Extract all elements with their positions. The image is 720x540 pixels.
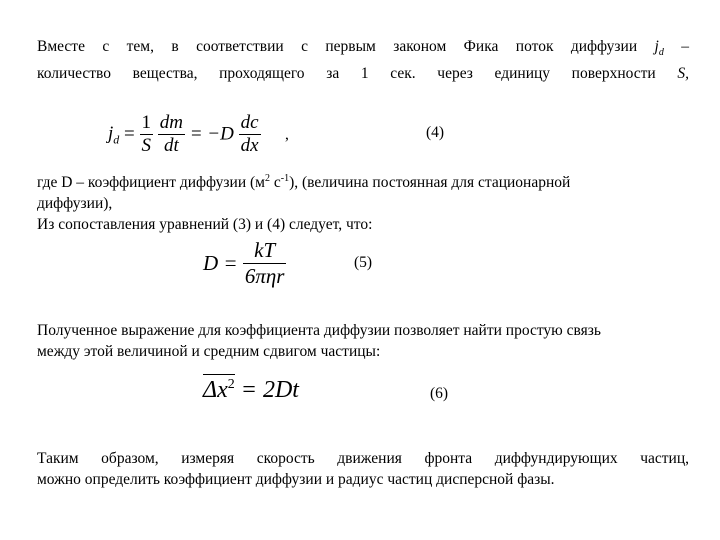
eq4-f3-num: dc — [240, 112, 259, 133]
eq4-label: (4) — [426, 124, 445, 141]
para3-line2: между этой величиной и средним сдвигом частицы: — [37, 343, 381, 360]
para2-line3: Из сопоставления уравнений (3) и (4) следует, что: — [37, 216, 373, 234]
equation-4 — [108, 112, 261, 157]
equation-6 — [203, 374, 299, 404]
eq4-f1-den: S — [141, 135, 151, 156]
eq5-fraction — [243, 238, 287, 289]
para4-line1: Таким образом, измеряя скорость движения фронта диффундирующих частиц, — [37, 450, 689, 467]
eq6-lhs-overline — [203, 374, 235, 404]
eq4-fraction-1 — [140, 112, 154, 157]
paragraph-fick-law — [37, 36, 689, 84]
eq4-f3-den: dx — [240, 135, 259, 156]
para3-line1: Полученное выражение для коэффициента диффузии позволяет найти простую связь — [37, 322, 601, 339]
para4-line2: можно определить коэффициент диффузии и радиус частиц дисперсной фазы. — [37, 471, 555, 488]
eq4-f2-den: dt — [158, 134, 185, 157]
eq4-comma: , — [285, 126, 289, 143]
eq5-num: kT — [254, 238, 276, 262]
eq5-lhs: D = — [203, 251, 238, 275]
eq4-equals-minus-d: = −D — [189, 123, 234, 145]
eq4-f2-num: dm — [159, 112, 183, 133]
eq5-den: 6πηr — [244, 264, 285, 288]
eq6-rhs: = 2Dt — [240, 377, 299, 403]
para2-line2: диффузии), — [37, 195, 113, 213]
eq6-lhs: Δx — [203, 377, 228, 403]
paragraph-conclusion — [37, 448, 689, 490]
para2-line1: где D – коэффициент диффузии ($м^2$ $с^{-1}$), (величина постоянная для стационарной — [37, 173, 571, 192]
para1-line1: Вместе с тем, в соответствии с первым законом Фика поток диффузии $j_d$ – — [37, 38, 690, 59]
eq6-label: (6) — [430, 385, 449, 402]
equation-5 — [203, 238, 286, 289]
eq4-fraction-2 — [158, 112, 185, 157]
eq4-lhs: j — [108, 122, 114, 144]
para1-line2: количество вещества, проходящего за 1 сек. через единицу поверхности S, — [37, 65, 689, 83]
eq6-lhs-sup: 2 — [227, 377, 235, 392]
eq4-equals: = — [124, 123, 135, 145]
paragraph-diffusion-coeff — [37, 168, 689, 235]
eq4-fraction-3 — [239, 112, 261, 157]
eq5-label: (5) — [354, 254, 373, 271]
paragraph-relation — [37, 320, 689, 362]
eq4-f1-num: 1 — [141, 112, 151, 133]
eq4-lhs-sub: d — [113, 132, 120, 147]
